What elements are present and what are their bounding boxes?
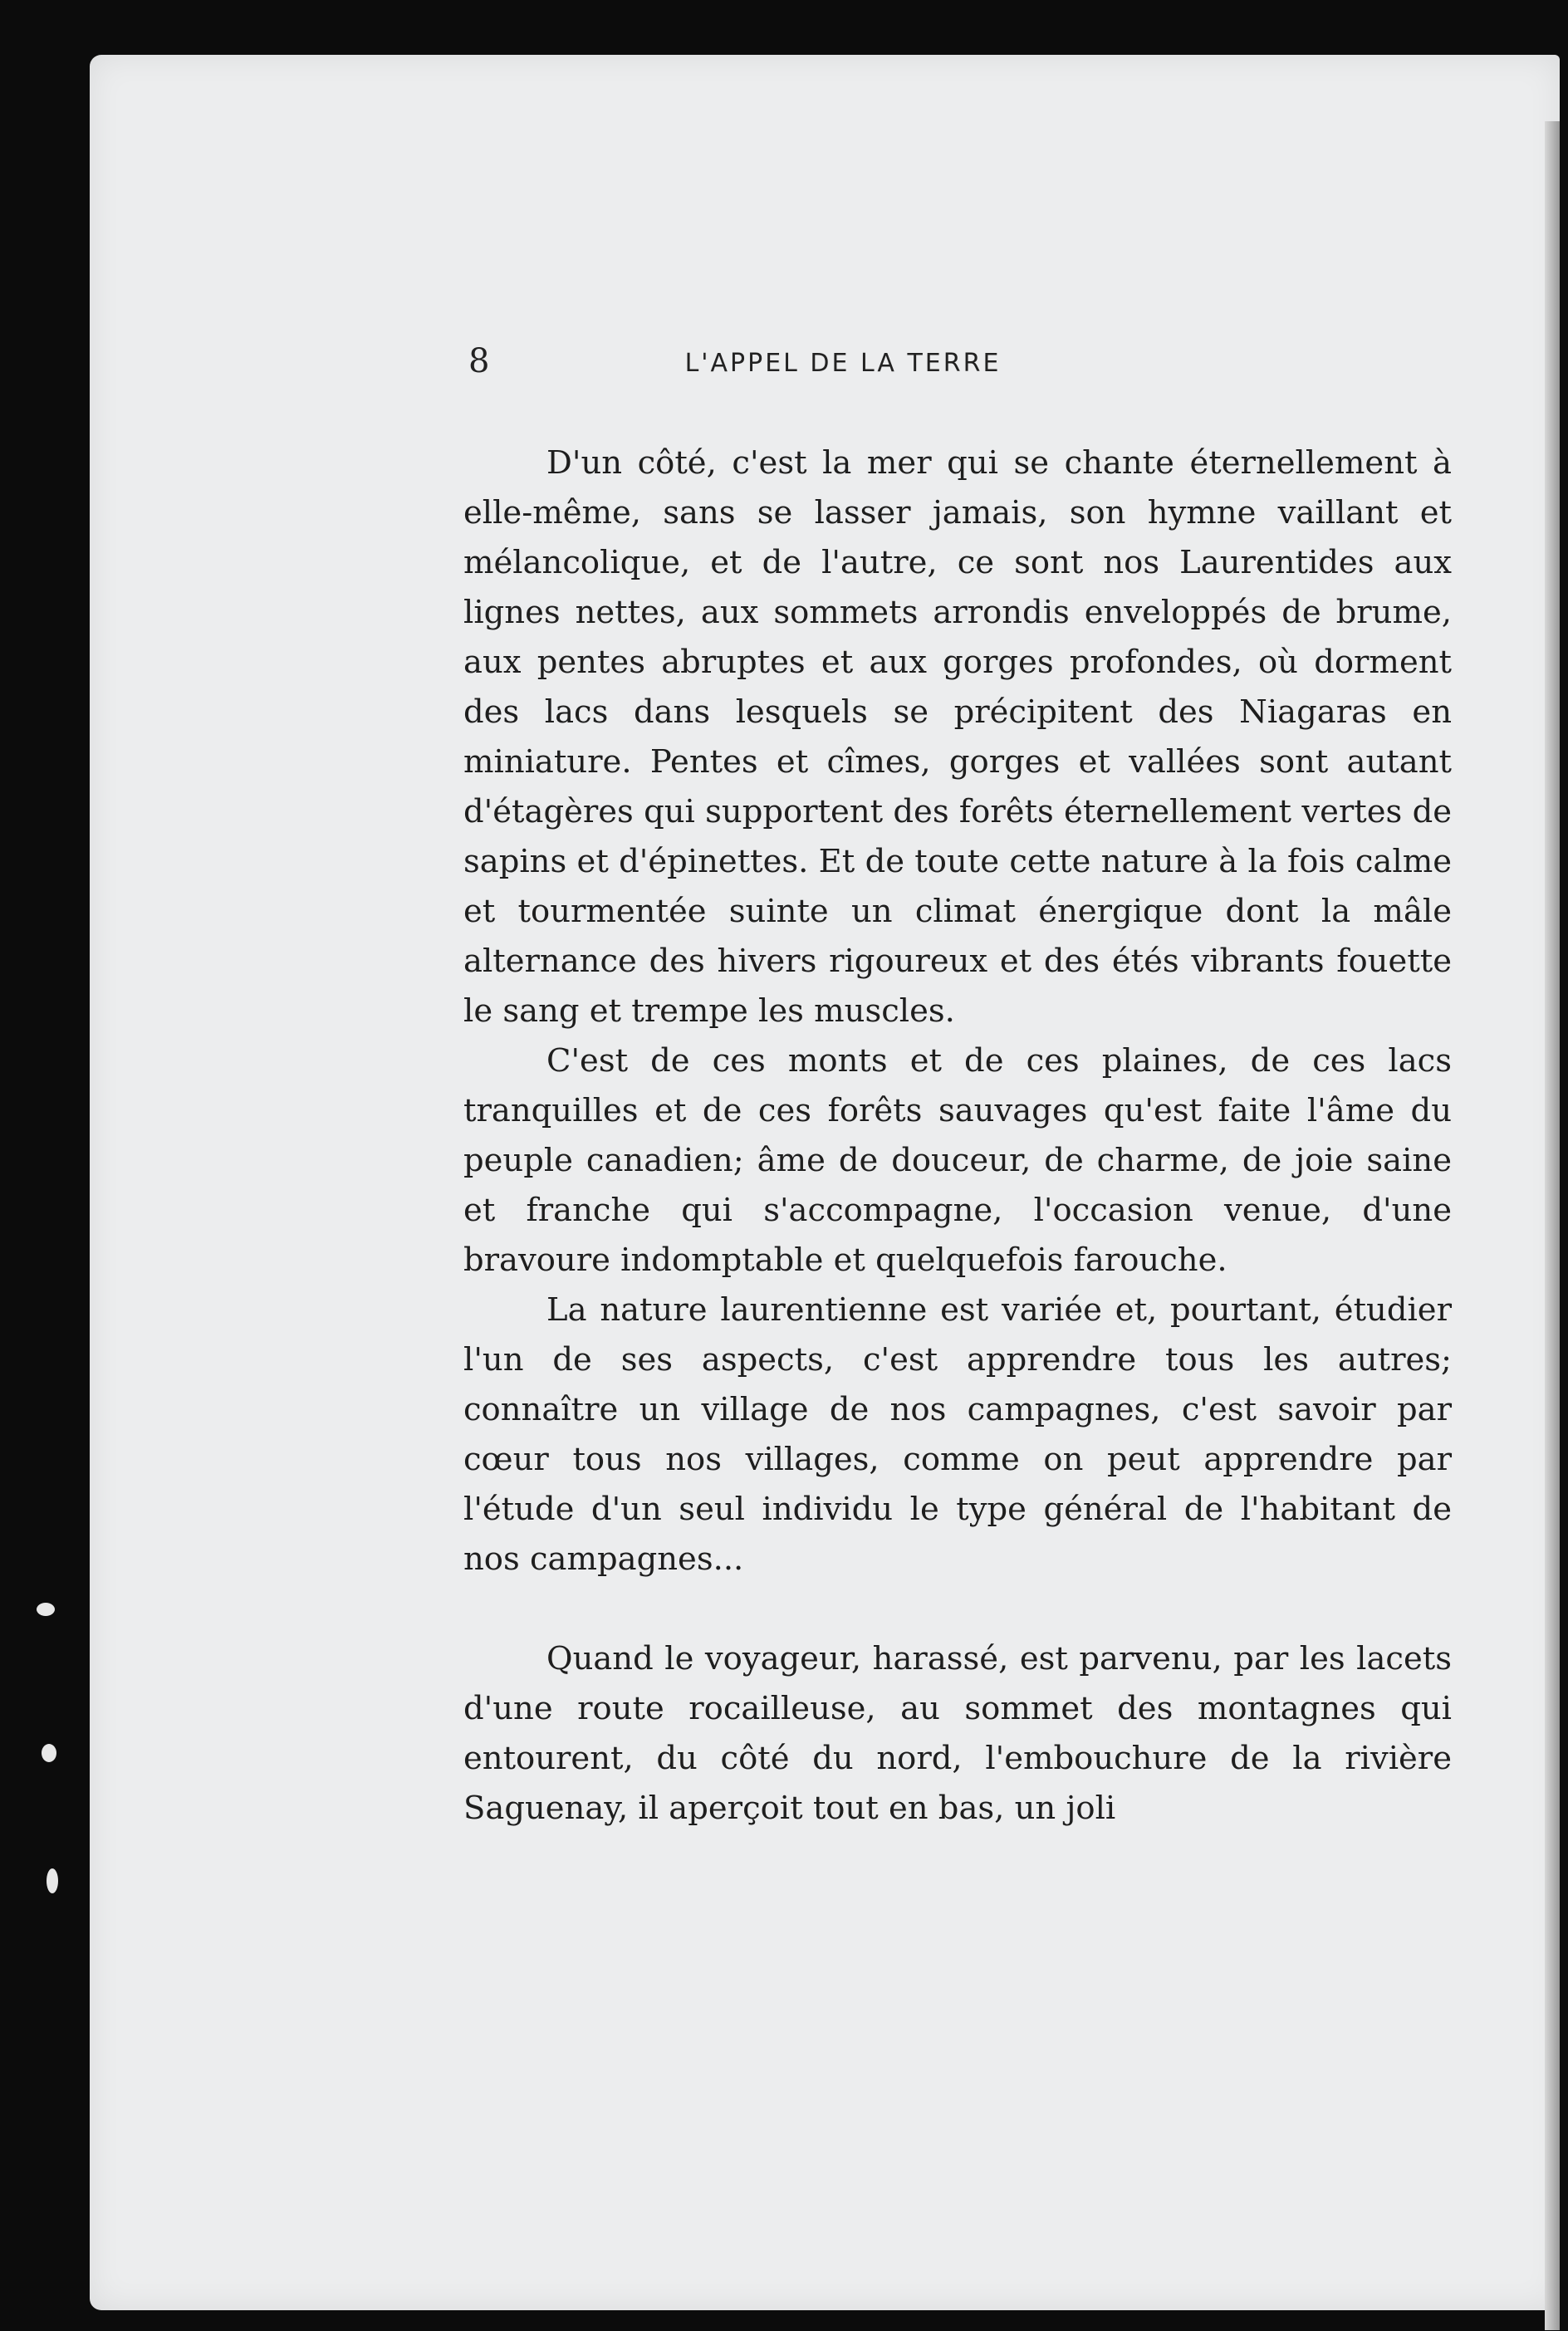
running-title: L'APPEL DE LA TERRE: [684, 349, 1002, 378]
scan-speck: [47, 1868, 58, 1893]
page-edge: [1545, 121, 1560, 2330]
page-number: 8: [468, 342, 490, 380]
paragraph: D'un côté, c'est la mer qui se chante éternellement à elle-même, sans se lasser jamais, son hymne vaillant et mélancolique, et de l'autre, ce sont nos Laurentides aux lignes nettes, aux sommets arrondis enveloppés de brume, aux pentes abruptes et aux gorges profondes, où dorment des lacs dans lesquels se précipitent des Niagaras en miniature. Pentes et cîmes, gorges et vallées sont autant d'étagères qui supportent des forêts éternellement vertes de sapins et d'épinettes. Et de toute cette nature à la fois calme et tourmentée suinte un climat énergique dont la mâle alternance des hivers rigoureux et des étés vibrants fouette le sang et trempe les muscles.: [463, 444, 1452, 1030]
scan-speck: [42, 1744, 56, 1762]
paragraph: La nature laurentienne est variée et, pourtant, étudier l'un de ses aspects, c'est apprendre tous les autres; connaître un village de nos campagnes, c'est savoir par cœur tous nos villages, comme on peut apprendre par l'étude d'un seul individu le type général de l'habitant de nos campagnes...: [463, 1291, 1452, 1578]
scan-speck: [37, 1603, 55, 1616]
page-header: [468, 342, 1151, 392]
paragraph: Quand le voyageur, harassé, est parvenu, par les lacets d'une route rocailleuse, au sommet des montagnes qui entourent, du côté du nord, l'embouchure de la rivière Saguenay, il aperçoit tout en bas, un joli: [463, 1640, 1452, 1827]
body-text: [463, 438, 1452, 1834]
paragraph: C'est de ces monts et de ces plaines, de ces lacs tranquilles et de ces forêts sauvages qu'est faite l'âme du peuple canadien; âme de douceur, de charme, de joie saine et franche qui s'accompagne, l'occasion venue, d'une bravoure indomptable et quelquefois farouche.: [463, 1042, 1452, 1279]
